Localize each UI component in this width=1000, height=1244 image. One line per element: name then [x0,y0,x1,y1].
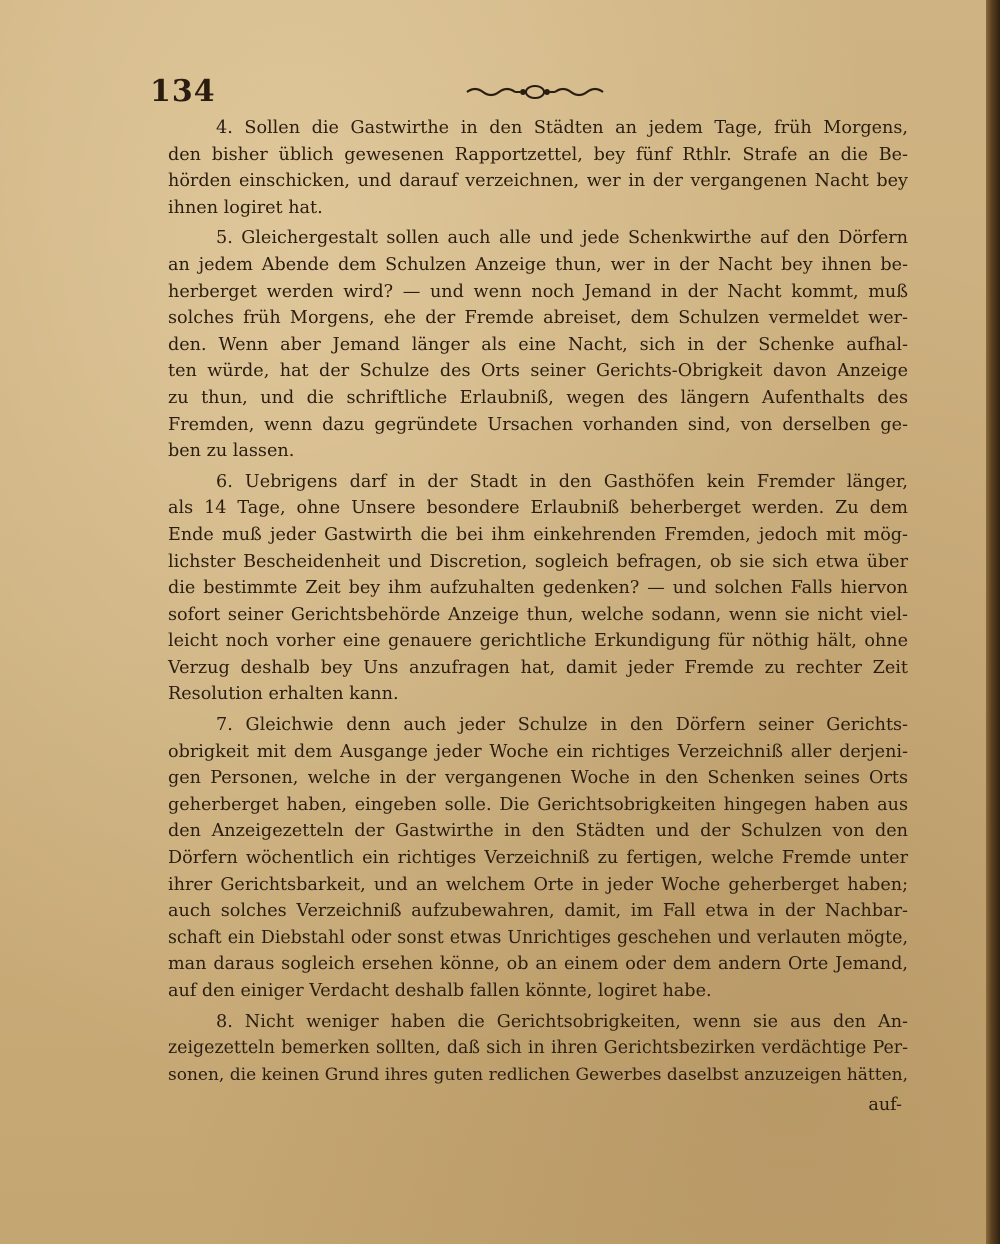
text-line: herberget werden wird? — und wenn noch Jemand in der Nacht kommt, muß [168,281,908,302]
text-line: Resolution erhalten kann. [168,684,399,705]
text-line: die bestimmte Zeit bey ihm aufzuhalten gedenken? — und solchen Falls hiervon [168,578,908,599]
text-line: Verzug deshalb bey Uns anzufragen hat, damit jeder Fremde zu rechter Zeit [168,657,908,678]
text-line: zu thun, und die schriftliche Erlaubniß, wegen des längern Aufenthalts des [168,387,908,408]
text-line: gen Personen, welche in der vergangenen Woche in den Schenken seines Orts [168,768,908,789]
text-line: man daraus sogleich ersehen könne, ob an einem oder dem andern Orte Jemand, [168,954,908,975]
text-line: Ende muß jeder Gastwirth die bei ihm einkehrenden Fremden, jedoch mit mög- [168,524,908,545]
text-line: 5. Gleichergestalt sollen auch alle und jede Schenkwirthe auf den Dörfern [216,228,908,249]
catchword: auf- [868,1095,902,1116]
text-line: als 14 Tage, ohne Unsere besondere Erlaubniß beherberget werden. Zu dem [168,498,908,519]
text-line: auch solches Verzeichniß aufzubewahren, damit, im Fall etwa in der Nachbar- [168,901,908,922]
text-line: hörden einschicken, und darauf verzeichnen, wer in der vergangenen Nacht bey [168,171,908,192]
text-line: auf den einiger Verdacht deshalb fallen könnte, logiret habe. [168,981,712,1001]
text-line: ihnen logiret hat. [168,197,323,218]
text-line: lichster Bescheidenheit und Discretion, sogleich befragen, ob sie sich etwa über [168,551,908,572]
text-line: 8. Nicht weniger haben die Gerichtsobrigkeiten, wenn sie aus den An- [216,1011,908,1032]
text-line: obrigkeit mit dem Ausgange jeder Woche ein richtiges Verzeichniß aller derjeni- [168,741,908,762]
paragraph [168,712,908,1005]
text-line: ihrer Gerichtsbarkeit, und an welchem Orte in jeder Woche geherberget haben; [168,874,908,895]
text-line: sonen, die keinen Grund ihres guten redlichen Gewerbes daselbst anzuzeigen hätten, [168,1064,908,1085]
text-line: solches früh Morgens, ehe der Fremde abreiset, dem Schulzen vermeldet wer- [168,308,908,329]
page-header [150,74,910,114]
page-edge [986,0,1000,1244]
text-line: den. Wenn aber Jemand länger als eine Nacht, sich in der Schenke aufhal- [168,334,908,355]
text-line: ten würde, hat der Schulze des Orts seiner Gerichts-Obrigkeit davon Anzeige [168,361,908,382]
paragraph [168,1009,908,1089]
text-line: Fremden, wenn dazu gegründete Ursachen vorhanden sind, von derselben ge- [168,414,908,435]
text-line: schaft ein Diebstahl oder sonst etwas Unrichtiges geschehen und verlauten mögte, [168,927,908,948]
text-line: 6. Uebrigens darf in der Stadt in den Gasthöfen kein Fremder länger, [216,471,908,492]
paragraph [168,469,908,708]
text-line: 7. Gleichwie denn auch jeder Schulze in den Dörfern seiner Gerichts- [216,715,908,736]
text-line: den Anzeigezetteln der Gastwirthe in den Städten und der Schulzen von den [168,821,908,842]
text-line: an jedem Abende dem Schulzen Anzeige thun, wer in der Nacht bey ihnen be- [168,254,908,275]
text-line: leicht noch vorher eine genauere gerichtliche Erkundigung für nöthig hält, ohne [168,631,908,652]
text-line: den bisher üblich gewesenen Rapportzettel, bey fünf Rthlr. Strafe an die Be- [168,144,908,165]
text-line: 4. Sollen die Gastwirthe in den Städten an jedem Tage, früh Morgens, [216,118,908,138]
ornament-icon [465,82,605,102]
body-text [168,115,908,1119]
text-line: ben zu lassen. [168,441,295,462]
text-line: zeigezetteln bemerken sollten, daß sich in ihren Gerichtsbezirken verdächtige Per- [168,1038,908,1059]
page-number: 134 [150,74,216,109]
paragraph [168,225,908,464]
text-line: Dörfern wöchentlich ein richtiges Verzeichniß zu fertigen, welche Fremde unter [168,848,908,869]
text-line: geherberget haben, eingeben solle. Die Gerichtsobrigkeiten hingegen haben aus [168,794,908,815]
text-line: sofort seiner Gerichtsbehörde Anzeige thun, welche sodann, wenn sie nicht viel- [168,604,908,625]
paragraph [168,115,908,221]
